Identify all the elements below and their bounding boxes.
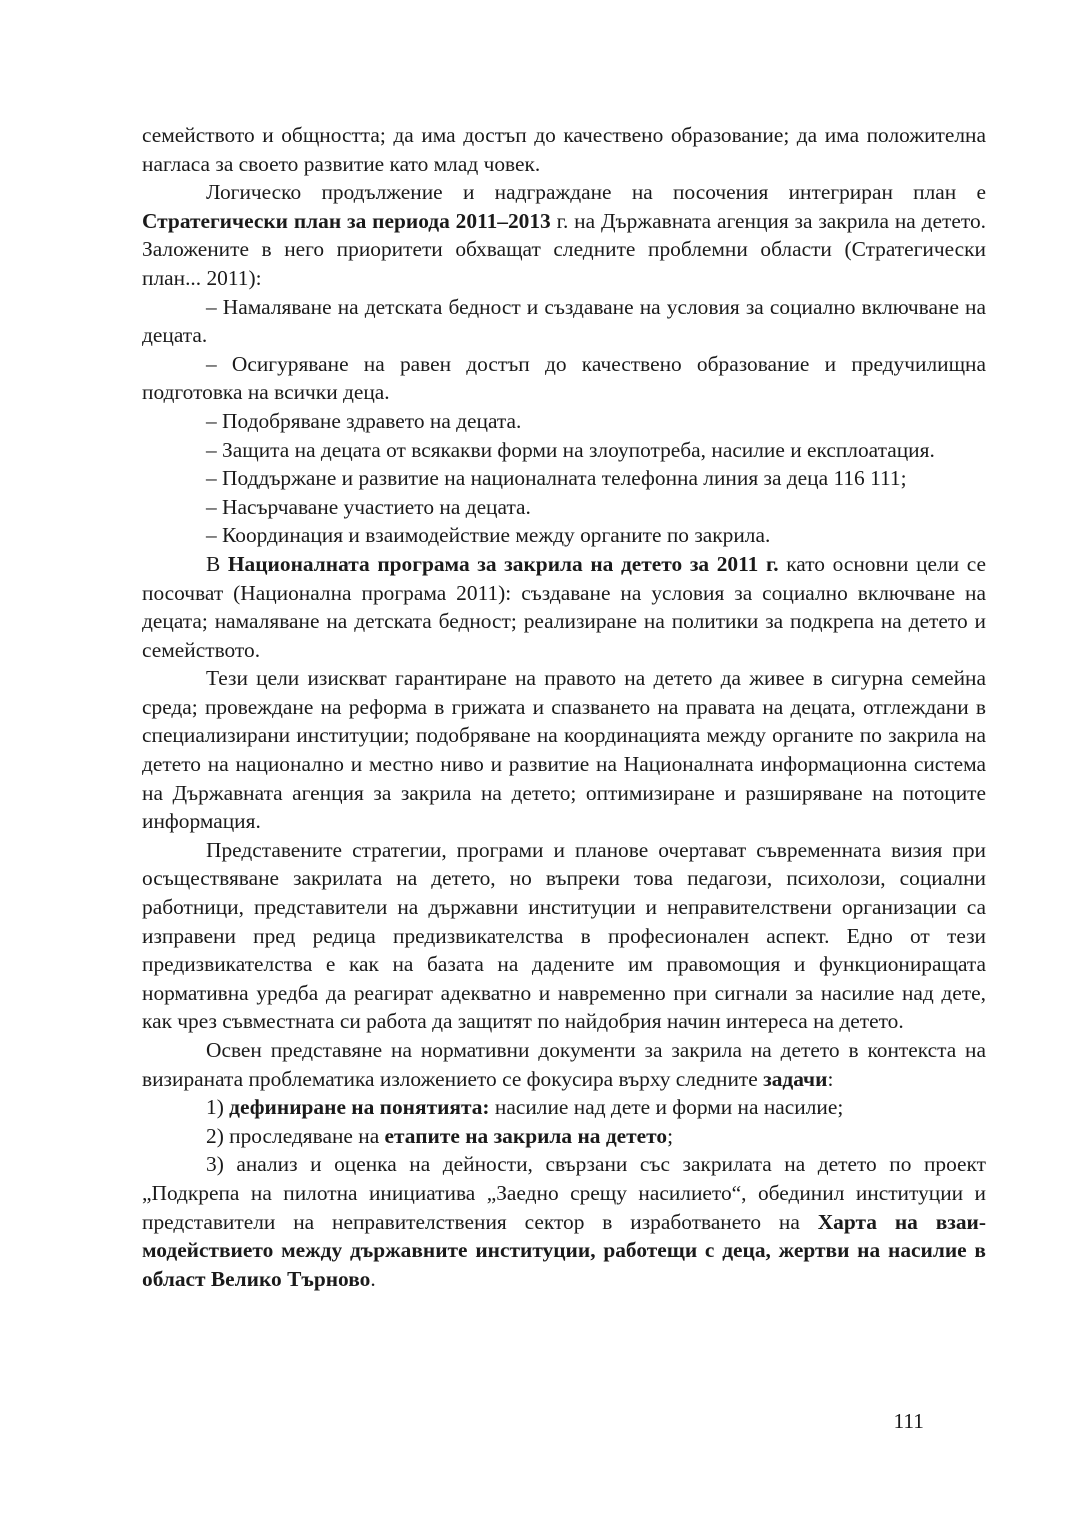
priority-item: – Защита на децата от всякакви форми на злоупотреба, насилие и експлоатация. bbox=[206, 437, 935, 462]
task-item-1 bbox=[142, 1093, 986, 1122]
tasks-intro-colon: : bbox=[827, 1066, 834, 1091]
priority-item: – Насърчаване участието на децата. bbox=[206, 494, 531, 519]
tasks-keyword: задачи bbox=[763, 1066, 828, 1091]
task-2-text: ; bbox=[667, 1123, 674, 1148]
paragraph-goals: Тези цели изискват гарантиране на правото на детето да живее в сигурна семейна среда; провеждане на реформа в грижата и спазването на правата на децата, отглеждани в специализирани институции; подобряване на координацията между органите по закрила на детето на национално и местно ниво и развитие на Националната информационна система на Държавната агенция за закрила на детето; оптимизиране и разширяване на потоците информация. bbox=[142, 666, 986, 834]
paragraph-tasks-intro bbox=[142, 1036, 986, 1093]
task-2-number: 2) проследяване на bbox=[206, 1123, 385, 1148]
body-text bbox=[142, 121, 986, 1293]
task-3-bold: Харта на взаимодействието между държавните институции, работещи с деца, жертви на насилие в област Велико Търново bbox=[142, 1209, 987, 1291]
task-item-2 bbox=[142, 1122, 986, 1151]
task-2-bold: етапите на закрила на детето bbox=[384, 1123, 668, 1148]
priority-item: – Подобряване здравето на децата. bbox=[206, 408, 522, 433]
task-1-text: насилие над дете и форми на насилие; bbox=[489, 1095, 844, 1120]
paragraph-national-program bbox=[142, 550, 986, 664]
paragraph-strategic-plan bbox=[142, 178, 986, 292]
national-program-title: Националната програма за закрила на детето за 2011 г. bbox=[227, 551, 779, 576]
priority-item: – Намаляване на детската бедност и създаване на условия за социално включване на децата. bbox=[142, 294, 986, 348]
strategic-plan-intro: Логическо продължение и надграждане на посочения интегриран план е bbox=[206, 180, 986, 205]
task-1-number: 1) bbox=[206, 1095, 230, 1120]
national-program-description: като основни цели се посочват (Национална програма 2011): създаване на условия за социално включване на децата; намаляване на детската бедност; реализиране на политики за подкрепа на детето и семейството. bbox=[142, 551, 986, 662]
national-program-intro: В bbox=[206, 551, 228, 576]
page-number: 111 bbox=[893, 1409, 924, 1433]
task-3-end: . bbox=[370, 1266, 376, 1291]
task-3-text: 3) анализ и оценка на дейности, свързани със закрилата на детето по проект „Подкрепа на пилотна инициатива „Заедно срещу насилието“, обединил институции и представители на неправителствения сектор в изработването на bbox=[142, 1152, 986, 1234]
strategic-plan-title: Стратегически план за периода 2011–2013 bbox=[142, 208, 551, 233]
paragraph-continuation: семейството и общността; да има достъп до качествено образование; да има положителна нагласа за своето развитие като млад човек. bbox=[142, 123, 986, 176]
task-item-3 bbox=[142, 1150, 986, 1293]
tasks-intro-text: Освен представяне на нормативни документи за закрила на детето в контекста на визираната проблематика изложението се фокусира върху следните bbox=[142, 1038, 986, 1091]
paragraph-challenges: Представените стратегии, програми и планове очертават съвременната визия при осъществяване закрилата на детето, но въпреки това педагози, психолози, социални работници, представители на държавни институции и неправителствени организации са изправени пред редица предизвикателства в професионален аспект. Едно от тези предизвикателства е как на базата на дадените им правомощия и функциониращата нормативна уредба да реагират адекватно и навременно при сигнали за насилие над дете, как чрез съвместната си работа да защитят по найдобрия начин интереса на детето. bbox=[142, 837, 986, 1034]
priority-item: – Координация и взаимодействие между органите по закрила. bbox=[206, 523, 771, 548]
priority-item: – Поддържане и развитие на националната телефонна линия за деца 116 111; bbox=[206, 466, 907, 491]
strategic-plan-description: г. на Държавната агенция за закрила на детето. Заложените в него приоритети обхващат следните проблемни области (Стратегически план... 2011): bbox=[142, 208, 986, 290]
priority-item: – Осигуряване на равен достъп до качествено образование и предучилищна подготовка на всички деца. bbox=[142, 351, 986, 405]
task-1-bold: дефиниране на понятията: bbox=[229, 1095, 490, 1120]
